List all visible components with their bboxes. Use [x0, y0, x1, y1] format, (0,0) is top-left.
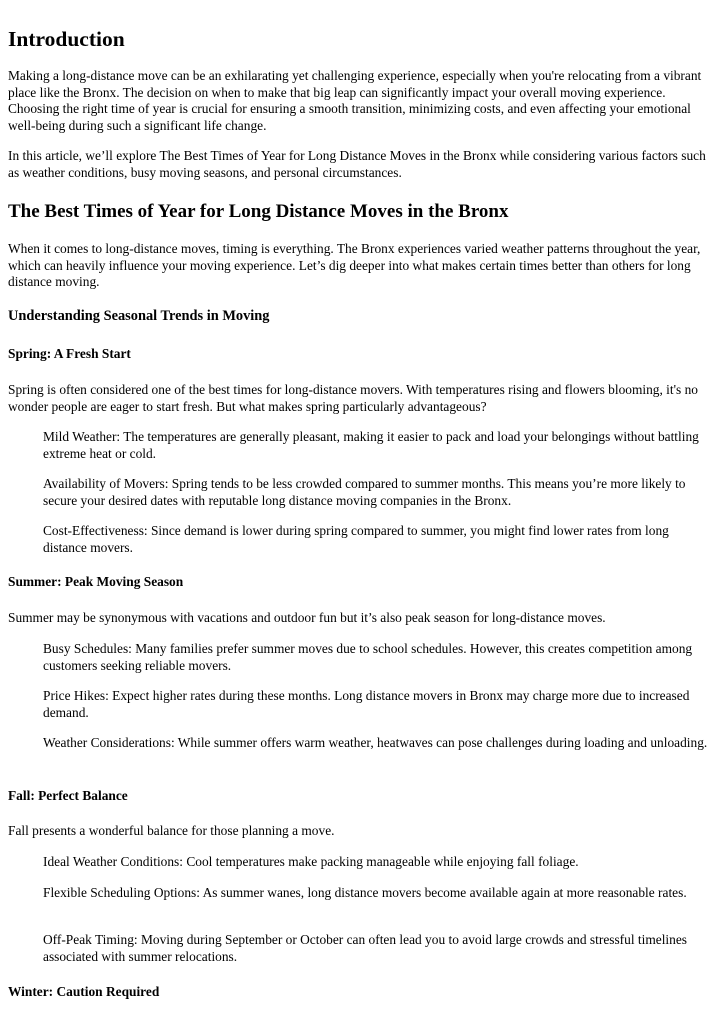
main-heading: The Best Times of Year for Long Distance Moves in the Bronx — [8, 201, 509, 222]
spring-item-1: Mild Weather: The temperatures are generally pleasant, making it easier to pack and load your belongings without battling extreme heat or cold. — [43, 429, 699, 461]
spring-item-3: Cost-Effectiveness: Since demand is lower during spring compared to summer, you might find lower rates from long distance movers. — [43, 523, 669, 555]
fall-item-3: Off-Peak Timing: Moving during September or October can often lead you to avoid large crowds and stressful timelines associated with summer relocations. — [43, 932, 687, 964]
fall-heading: Fall: Perfect Balance — [8, 788, 128, 803]
summer-heading: Summer: Peak Moving Season — [8, 574, 184, 589]
intro-heading: Introduction — [8, 27, 125, 51]
fall-item-1: Ideal Weather Conditions: Cool temperatures make packing manageable while enjoying fall foliage. — [43, 854, 579, 869]
intro-paragraph-1: Making a long-distance move can be an exhilarating yet challenging experience, especially when you're relocating from a vibrant place like the Bronx. The decision on when to make that big leap can significantly impact your overall moving experience. Choosing the right time of year is crucial for ensuring a smooth transition, minimizing costs, and even affecting your emotional well-being during such a significant life change. — [8, 68, 702, 134]
fall-item-2: Flexible Scheduling Options: As summer wanes, long distance movers become available again at more reasonable rates. — [43, 885, 687, 900]
fall-intro: Fall presents a wonderful balance for those planning a move. — [8, 823, 335, 838]
summer-item-1: Busy Schedules: Many families prefer summer moves due to school schedules. However, this creates competition among customers seeking reliable movers. — [43, 641, 693, 673]
intro-paragraph-2: In this article, we’ll explore The Best Times of Year for Long Distance Moves in the Bronx while considering various factors such as weather conditions, busy moving seasons, and personal circumstances. — [8, 148, 706, 180]
spring-intro: Spring is often considered one of the best times for long-distance movers. With temperatures rising and flowers blooming, it's no wonder people are eager to start fresh. But what makes spring particularly advantageous? — [8, 382, 698, 414]
spring-item-2: Availability of Movers: Spring tends to be less crowded compared to summer months. This means you’re more likely to secure your desired dates with reputable long distance moving companies in the Bronx. — [43, 476, 686, 508]
summer-item-3: Weather Considerations: While summer offers warm weather, heatwaves can pose challenges during loading and unloading. — [43, 735, 708, 750]
spring-heading: Spring: A Fresh Start — [8, 346, 131, 361]
seasonal-heading: Understanding Seasonal Trends in Moving — [8, 308, 270, 324]
summer-intro: Summer may be synonymous with vacations and outdoor fun but it’s also peak season for long-distance moves. — [8, 610, 606, 625]
main-paragraph: When it comes to long-distance moves, timing is everything. The Bronx experiences varied weather patterns throughout the year, which can heavily influence your moving experience. Let’s dig deeper into what makes certain times better than others for long distance moving. — [8, 241, 701, 290]
summer-item-2: Price Hikes: Expect higher rates during these months. Long distance movers in Bronx may charge more due to increased demand. — [43, 688, 690, 720]
winter-heading: Winter: Caution Required — [8, 984, 160, 999]
